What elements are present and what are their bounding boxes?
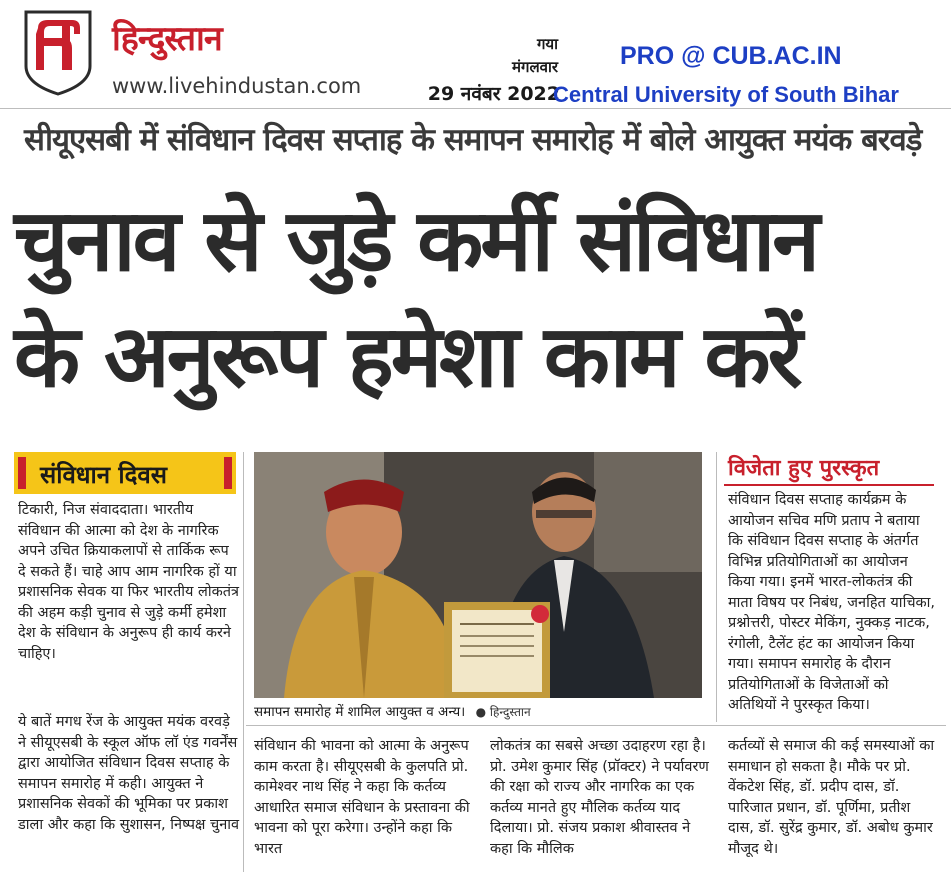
article-paragraph-2: ये बातें मगध रेंज के आयुक्त मयंक वरवड़े ने सीयूएसबी के स्कूल ऑफ लॉ एंड गवर्नेंस द्वारा आयोजित संविधान दिवस सप्ताह के समापन समारोह में कही। आयुक्त ने प्रशासनिक सेवकों की भूमिका पर प्रकाश डाला और कहा कि सुशासन, निष्पक्ष चुनाव bbox=[18, 714, 240, 833]
sidebar-divider bbox=[716, 452, 717, 722]
tag-left-bar bbox=[18, 457, 26, 489]
article-column-2: संविधान की भावना को आत्मा के अनुरूप काम करता है। सीयूएसबी के कुलपति प्रो. कामेश्वर नाथ सिंह ने कहा कि कर्तव्य आधारित समाज संविधान के प्रस्तावना की भावना को पूरा करेगा। उन्होंने कहा कि भारत bbox=[254, 738, 470, 857]
brand-name: हिन्दुस्तान bbox=[112, 19, 222, 59]
edition-weekday: मंगलवार bbox=[512, 58, 558, 76]
section-tag bbox=[14, 452, 236, 494]
event-photo bbox=[254, 452, 702, 698]
edition-city: गया bbox=[536, 35, 558, 53]
kicker-headline: सीयूएसबी में संविधान दिवस सप्ताह के समापन समारोह में बोले आयुक्त मयंक बरवड़े bbox=[24, 122, 922, 158]
sidebar-body: संविधान दिवस सप्ताह कार्यक्रम के आयोजन सचिव मणि प्रताप ने बताया कि संविधान दिवस सप्ताह के अंतर्गत विभिन्न प्रतियोगिताओं का आयोजन किया गया। इनमें भारत-लोकतंत्र की माता विषय पर निबंध, जनहित याचिका, प्रश्नोत्तरी, पोस्टर मेकिंग, नुक्कड़ नाटक, रंगोली, टैलेंट हंट का आयोजन किया गया। समापन समारोह के दौरान प्रतियोगिताओं के विजेताओं को अतिथियों ने पुरस्कृत किया। bbox=[728, 492, 936, 713]
website-url: www.livehindustan.com bbox=[112, 74, 362, 98]
main-headline-line1: चुनाव से जुड़े कर्मी संविधान bbox=[14, 191, 818, 291]
sidebar-title: विजेता हुए पुरस्कृत bbox=[728, 456, 880, 481]
university-name: Central University of South Bihar bbox=[553, 82, 899, 107]
tag-right-bar bbox=[224, 457, 232, 489]
section-tag-label: संविधान दिवस bbox=[40, 461, 167, 489]
edition-date: 29 नवंबर 2022 bbox=[427, 83, 560, 105]
article-column-4: कर्तव्यों से समाज की कई समस्याओं का समाधान हो सकता है। मौके पर प्रो. वेंकटेश सिंह, डॉ. प्रदीप दास, डॉ. पारिजात प्रधान, डॉ. पूर्णिमा, प्रतीश दास, डॉ. सुरेंद्र कुमार, डॉ. अबोध कुमार मौजूद थे। bbox=[728, 738, 935, 857]
photo-source: ● हिन्दुस्तान bbox=[475, 705, 531, 719]
article-column-3: लोकतंत्र का सबसे अच्छा उदाहरण रहा है। प्रो. उमेश कुमार सिंह (प्रॉक्टर) ने पर्यावरण की रक्षा को राज्य और नागरिक का एक कर्तव्य मानते हुए मौलिक कर्तव्य याद दिलाया। प्रो. संजय प्रकाश श्रीवास्तव ने कहा कि मौलिक bbox=[490, 738, 709, 857]
column-divider bbox=[243, 452, 244, 872]
sidebar-title-rule bbox=[724, 484, 934, 486]
photo-caption: समापन समारोह में शामिल आयुक्त व अन्य। bbox=[254, 704, 466, 720]
pro-email: PRO @ CUB.AC.IN bbox=[620, 42, 842, 70]
masthead-divider bbox=[0, 108, 951, 109]
article-column-1-top bbox=[18, 500, 240, 664]
bottom-divider bbox=[246, 725, 946, 726]
article-column-1-bottom bbox=[18, 712, 240, 835]
photo-caption-row bbox=[254, 702, 724, 720]
hindustan-logo-icon bbox=[22, 8, 94, 96]
article-paragraph-1: टिकारी, निज संवाददाता। भारतीय संविधान की आत्मा को देश के नागरिक अपने उचित क्रियाकलापों से तार्किक रूप दे सकते हैं। चाहे आप आम नागरिक हों या प्रशासनिक सेवक या फिर भारतीय लोकतंत्र की अहम कड़ी चुनाव से जुड़े कर्मी हमेशा देश के संविधान के अनुरूप ही कार्य करने चाहिए। bbox=[18, 502, 239, 662]
main-headline-line2: के अनुरूप हमेशा काम करें bbox=[14, 307, 800, 407]
